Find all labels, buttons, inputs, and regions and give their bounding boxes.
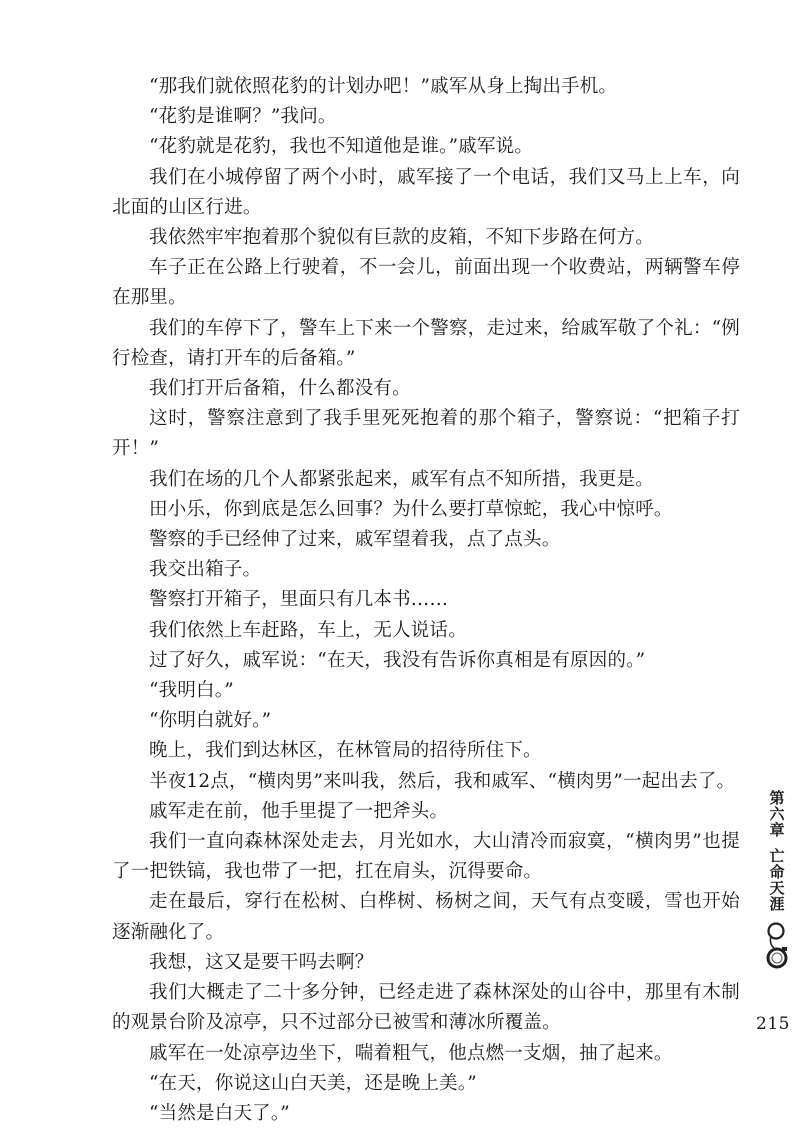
paragraph: 田小乐，你到底是怎么回事？为什么要打草惊蛇，我心中惊呼。: [149, 498, 673, 520]
paragraph: 半夜12点，“横肉男”来叫我，然后，我和戚军、“横肉男”一起出去了。: [149, 770, 736, 792]
paragraph: 车子正在公路上行驶着，不一会儿，前面出现一个收费站，两辆警车停在那里。: [112, 257, 740, 309]
paragraph: “在天，你说这山白天美，还是晚上美。”: [149, 1072, 477, 1094]
chapter-number: 第六章: [767, 790, 786, 838]
paragraph: “花豹就是花豹，我也不知道他是谁。”戚军说。: [149, 136, 534, 158]
paragraph: 我们大概走了二十多分钟，已经走进了森林深处的山谷中，那里有木制的观景台阶及凉亭，只不过部分已被雪和薄冰所覆盖。: [112, 982, 740, 1034]
paragraph: 我们在小城停留了两个小时，戚军接了一个电话，我们又马上上车，向北面的山区行进。: [112, 166, 740, 218]
paragraph: 警察的手已经伸了过来，戚军望着我，点了点头。: [149, 529, 561, 551]
paragraph: 我依然牢牢抱着那个貌似有巨款的皮箱，不知下步路在何方。: [149, 227, 654, 249]
paragraph: “那我们就依照花豹的计划办吧！”戚军从身上掏出手机。: [149, 76, 618, 97]
chapter-sidebar: [760, 790, 794, 974]
chapter-title: 亡命天涯: [767, 848, 786, 912]
paragraph: “花豹是谁啊？”我问。: [149, 106, 337, 128]
paragraph: 我们打开后备箱，什么都没有。: [149, 378, 411, 400]
paragraph: 戚军走在前，他手里提了一把斧头。: [149, 800, 449, 822]
paragraph: 过了好久，戚军说：“在天，我没有告诉你真相是有原因的。”: [149, 649, 646, 671]
paragraph: “当然是白天了。”: [149, 1102, 290, 1124]
paragraph: 我们一直向森林深处走去，月光如水，大山清冷而寂寞，“横肉男”也提了一把铁镐，我也带了一把，扛在肩头，沉得要命。: [112, 831, 740, 883]
paragraph: 我们在场的几个人都紧张起来，戚军有点不知所措，我更是。: [149, 468, 654, 490]
paragraph: 走在最后，穿行在松树、白桦树、杨树之间，天气有点变暖，雪也开始逐渐融化了。: [112, 891, 740, 943]
paragraph: 戚军在一处凉亭边坐下，喘着粗气，他点燃一支烟，抽了起来。: [149, 1042, 673, 1064]
paragraph: 警察打开箱子，里面只有几本书……: [149, 589, 449, 611]
paragraph: 这时，警察注意到了我手里死死抱着的那个箱子，警察说：“把箱子打开！”: [112, 408, 740, 460]
body-text: [112, 72, 740, 1129]
paragraph: 我想，这又是要干吗去啊？: [149, 951, 374, 973]
chapter-heading: [767, 790, 788, 912]
paragraph: “你明白就好。”: [149, 710, 272, 732]
paragraph: 我交出箱子。: [149, 559, 262, 581]
paragraph: 我们的车停下了，警车上下来一个警察，走过来，给戚军敬了个礼：“例行检查，请打开车的后备箱。”: [112, 317, 740, 369]
page-number: 215: [756, 1014, 790, 1034]
handcuffs-icon: [763, 918, 791, 974]
paragraph: “我明白。”: [149, 680, 234, 702]
paragraph: 我们依然上车赶路，车上，无人说话。: [149, 619, 467, 641]
paragraph: 晚上，我们到达林区，在林管局的招待所住下。: [149, 740, 542, 762]
